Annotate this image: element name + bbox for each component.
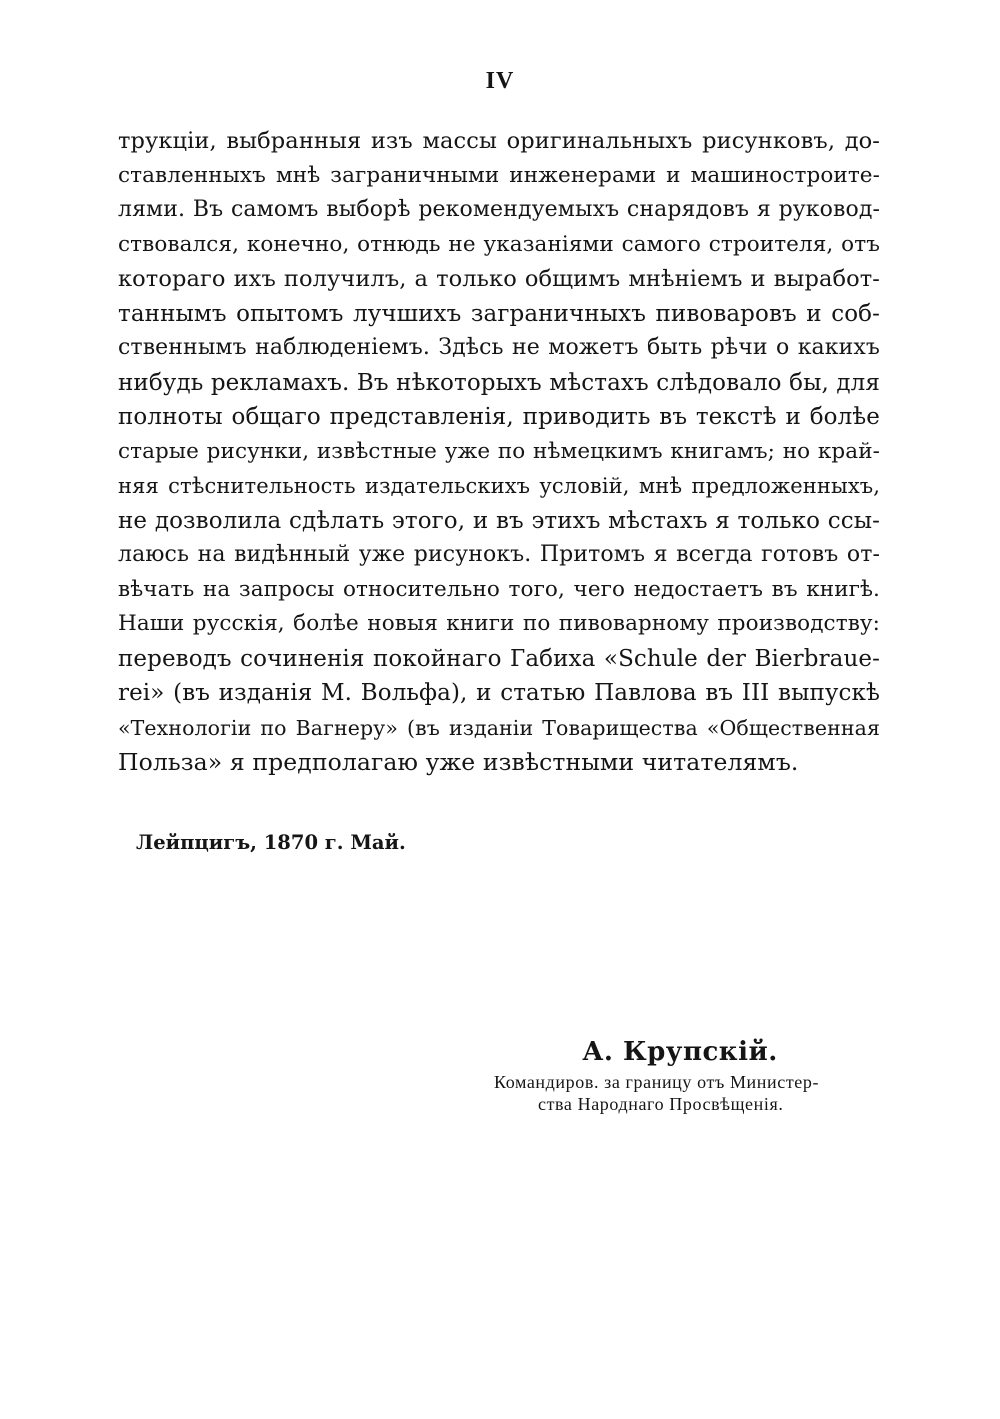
- text-line: котораго ихъ получилъ, а только общимъ мнѣніемъ и выработ-: [118, 266, 880, 292]
- text-line: ствовался, конечно, отнюдь не указаніями самого строителя, отъ: [118, 231, 880, 257]
- signature-block: [480, 1033, 920, 1115]
- body-paragraph: [118, 124, 880, 780]
- text-line: полноты общаго представленія, приводить въ текстѣ и болѣе: [118, 404, 880, 430]
- text-line: rei» (въ изданія М. Вольфа), и статью Павлова въ III выпускѣ: [118, 680, 880, 706]
- text-line: не дозволила сдѣлать этого, и въ этихъ мѣстахъ я только ссы-: [118, 507, 880, 534]
- author-title-line-1: Командиров. за границу отъ Министер-: [494, 1072, 820, 1092]
- page-number: IV: [485, 68, 515, 94]
- text-line: трукціи, выбранныя изъ массы оригинальныхъ рисунковъ, до-: [118, 128, 880, 154]
- author-name: А. Крупскій.: [582, 1037, 778, 1067]
- text-line: «Технологіи по Вагнеру» (въ изданіи Товарищества «Общественная: [118, 715, 880, 740]
- place-date: Лейпцигъ, 1870 г. Май.: [136, 831, 406, 854]
- text-line: ственнымъ наблюденіемъ. Здѣсь не можетъ быть рѣчи о какихъ: [118, 335, 880, 360]
- text-line: ставленныхъ мнѣ заграничными инженерами и машиностроите-: [118, 162, 880, 188]
- text-line: таннымъ опытомъ лучшихъ заграничныхъ пивоваровъ и соб-: [118, 300, 880, 327]
- text-line: няя стѣснительность издательскихъ условій, мнѣ предложенныхъ,: [118, 474, 880, 498]
- text-line: вѣчать на запросы относительно того, чего недостаетъ въ книгѣ.: [118, 576, 880, 602]
- text-line: переводъ сочиненія покойнаго Габиха «Schule der Bierbraue-: [118, 645, 880, 672]
- text-line: Польза» я предполагаю уже извѣстными читателямъ.: [118, 748, 799, 776]
- text-line: старые рисунки, извѣстные уже по нѣмецкимъ книгамъ; но край-: [118, 438, 880, 464]
- author-title-line-2: ства Народнаго Просвѣщенія.: [538, 1094, 784, 1114]
- text-line: лями. Въ самомъ выборѣ рекомендуемыхъ снарядовъ я руковод-: [118, 197, 880, 222]
- text-line: Наши русскія, болѣе новыя книги по пивоварному производству:: [118, 611, 880, 636]
- text-line: лаюсь на видѣнный уже рисунокъ. Притомъ я всегда готовъ от-: [118, 542, 880, 567]
- text-line: нибудь рекламахъ. Въ нѣкоторыхъ мѣстахъ слѣдовало бы, для: [118, 369, 880, 396]
